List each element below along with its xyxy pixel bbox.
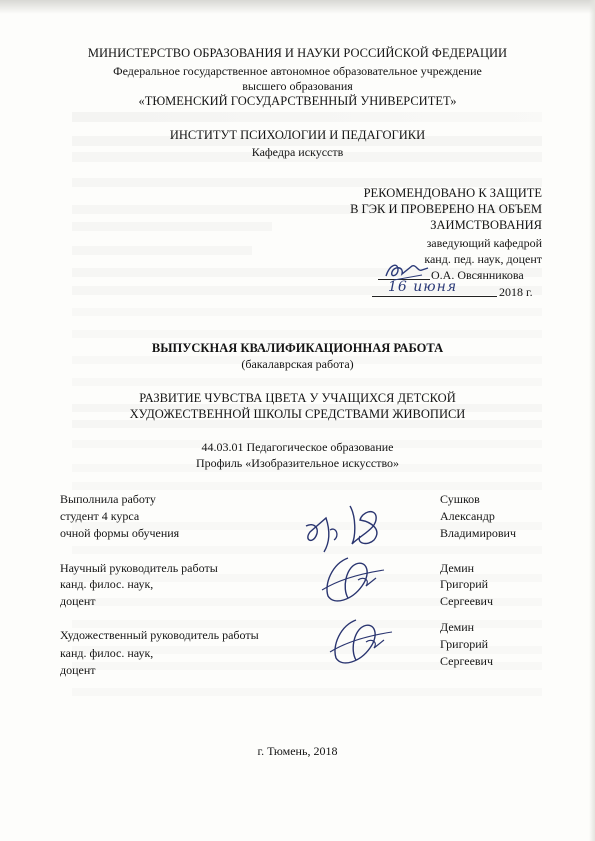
student-role-line1: Выполнила работу (60, 492, 156, 506)
scan-top-edge (0, 0, 595, 14)
student-role-line3: очной формы обучения (60, 526, 180, 540)
supervisor-surname: Демин (440, 561, 475, 575)
work-title-line2: ХУДОЖЕСТВЕННОЙ ШКОЛЫ СРЕДСТВАМИ ЖИВОПИСИ (129, 407, 466, 421)
ministry-name: МИНИСТЕРСТВО ОБРАЗОВАНИЯ И НАУКИ РОССИЙСКОЙ ФЕДЕРАЦИИ (87, 46, 508, 60)
art-supervisor-first-name: Григорий (440, 637, 489, 651)
approval-year: 2018 г. (499, 285, 533, 299)
supervisor-patronymic: Сергеевич (440, 594, 494, 608)
supervisor-role-line2: канд. филос. наук, (60, 577, 154, 591)
student-patronymic: Владимирович (440, 526, 516, 540)
student-role-line2: студент 4 курса (60, 509, 140, 523)
approval-role: заведующий кафедрой (426, 236, 542, 250)
institute-name: ИНСТИТУТ ПСИХОЛОГИИ И ПЕДАГОГИКИ (169, 128, 426, 142)
approval-degree: канд. пед. наук, доцент (424, 252, 542, 266)
supervisor-role-line1: Научный руководитель работы (60, 561, 218, 575)
approval-line3: ЗАИМСТВОВАНИЯ (430, 218, 542, 232)
approval-date-handwritten: 16 июня (388, 279, 458, 295)
department-name: Кафедра искусств (251, 145, 344, 159)
approval-date-line (372, 296, 497, 297)
supervisor-signature (318, 550, 388, 615)
approval-line1: РЕКОМЕНДОВАНО К ЗАЩИТЕ (363, 186, 542, 200)
art-supervisor-role-line1: Художественный руководитель работы (60, 628, 259, 642)
institution-type-line2: высшего образования (242, 79, 353, 93)
university-name: «ТЮМЕНСКИЙ ГОСУДАРСТВЕННЫЙ УНИВЕРСИТЕТ» (138, 94, 457, 108)
approval-head-name: О.А. Овсянникова (431, 268, 524, 282)
art-supervisor-patronymic: Сергеевич (440, 654, 494, 668)
art-supervisor-surname: Демин (440, 620, 475, 634)
student-first-name: Александр (440, 509, 495, 523)
supervisor-role-line3: доцент (60, 594, 96, 608)
supervisor-first-name: Григорий (440, 577, 489, 591)
work-subtype: (бакалаврская работа) (241, 357, 354, 371)
work-type: ВЫПУСКНАЯ КВАЛИФИКАЦИОННАЯ РАБОТА (151, 341, 444, 355)
art-supervisor-role-line3: доцент (60, 663, 96, 677)
work-title-line1: РАЗВИТИЕ ЧУВСТВА ЦВЕТА У УЧАЩИХСЯ ДЕТСКОЙ (139, 391, 456, 405)
art-supervisor-signature (326, 612, 396, 677)
art-supervisor-role-line2: канд. филос. наук, (60, 646, 154, 660)
city-year: г. Тюмень, 2018 (257, 744, 338, 758)
institution-type-line1: Федеральное государственное автономное образовательное учреждение (113, 64, 482, 78)
work-specialty: 44.03.01 Педагогическое образование (201, 440, 394, 454)
work-profile: Профиль «Изобразительное искусство» (195, 456, 400, 470)
student-surname: Сушков (440, 492, 480, 506)
approval-line2: В ГЭК И ПРОВЕРЕНО НА ОБЪЕМ (350, 202, 542, 216)
